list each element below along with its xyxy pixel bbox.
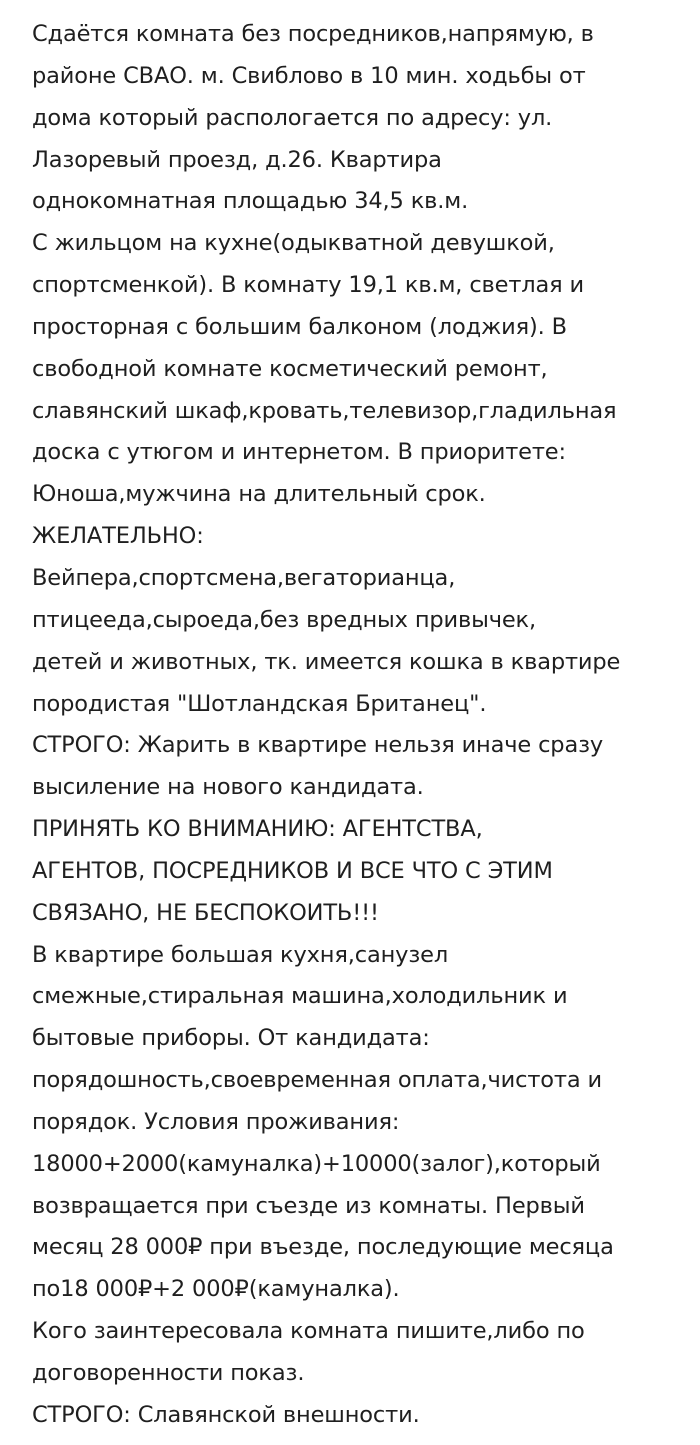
description-line: АГЕНТОВ, ПОСРЕДНИКОВ И ВСЕ ЧТО С ЭТИМ xyxy=(32,857,553,884)
description-line: 18000+2000(камуналка)+10000(залог),который xyxy=(32,1150,601,1177)
description-line: договоренности показ. xyxy=(32,1360,305,1386)
description-line: спортсменкой). В комнату 19,1 кв.м, светлая и xyxy=(32,272,585,299)
description-line: СТРОГО: Жарить в квартире нельзя иначе сразу xyxy=(32,732,604,759)
description-line: свободной комнате косметический ремонт, xyxy=(32,355,548,382)
description-line: однокомнатная площадью 34,5 кв.м. xyxy=(32,188,469,215)
description-line: породистая "Шотландская Британец". xyxy=(32,690,487,717)
description-line: порядок. Условия проживания: xyxy=(32,1108,400,1135)
description-line: ЖЕЛАТЕЛЬНО: xyxy=(32,523,204,550)
description-line: порядошность,своевременная оплата,чистота и xyxy=(32,1067,602,1094)
description-line: ПРИНЯТЬ КО ВНИМАНИЮ: АГЕНТСТВА, xyxy=(32,816,483,843)
description-line: по18 000₽+2 000₽(камуналка). xyxy=(32,1276,400,1303)
description-line: дома который распологается по адресу: ул. xyxy=(32,104,553,131)
description-line: Вейпера,спортсмена,вегаторианца, xyxy=(32,564,456,591)
description-line: славянский шкаф,кровать,телевизор,гладильная xyxy=(32,397,617,424)
description-line: просторная с большим балконом (лоджия). В xyxy=(32,313,567,340)
description-line: птицееда,сыроеда,без вредных привычек, xyxy=(32,606,536,633)
description-line: Лазоревый проезд, д.26. Квартира xyxy=(32,146,442,173)
description-line: Сдаётся комната без посредников,напрямую, в xyxy=(32,21,594,47)
description-line: Юноша,мужчина на длительный срок. xyxy=(32,481,486,508)
description-line: В квартире большая кухня,санузел xyxy=(32,941,449,968)
description-line: возвращается при съезде из комнаты. Первый xyxy=(32,1192,585,1219)
description-line: доска с утюгом и интернетом. В приоритете: xyxy=(32,439,566,466)
description-line: Кого заинтересовала комната пишите,либо по xyxy=(32,1318,585,1345)
description-line: смежные,стиральная машина,холодильник и xyxy=(32,983,568,1010)
listing-description xyxy=(32,14,672,1437)
description-line: бытовые приборы. От кандидата: xyxy=(32,1025,430,1052)
description-line: месяц 28 000₽ при въезде, последующие месяца xyxy=(32,1234,614,1261)
description-line: районе СВАО. м. Свиблово в 10 мин. ходьбы от xyxy=(32,62,586,89)
description-line: С жильцом на кухне(одыкватной девушкой, xyxy=(32,230,555,257)
description-line: СВЯЗАНО, НЕ БЕСПОКОИТЬ!!! xyxy=(32,899,379,926)
description-line: детей и животных, тк. имеется кошка в квартире xyxy=(32,648,621,675)
description-line: высиление на нового кандидата. xyxy=(32,774,424,801)
description-line: СТРОГО: Славянской внешности. xyxy=(32,1401,420,1428)
